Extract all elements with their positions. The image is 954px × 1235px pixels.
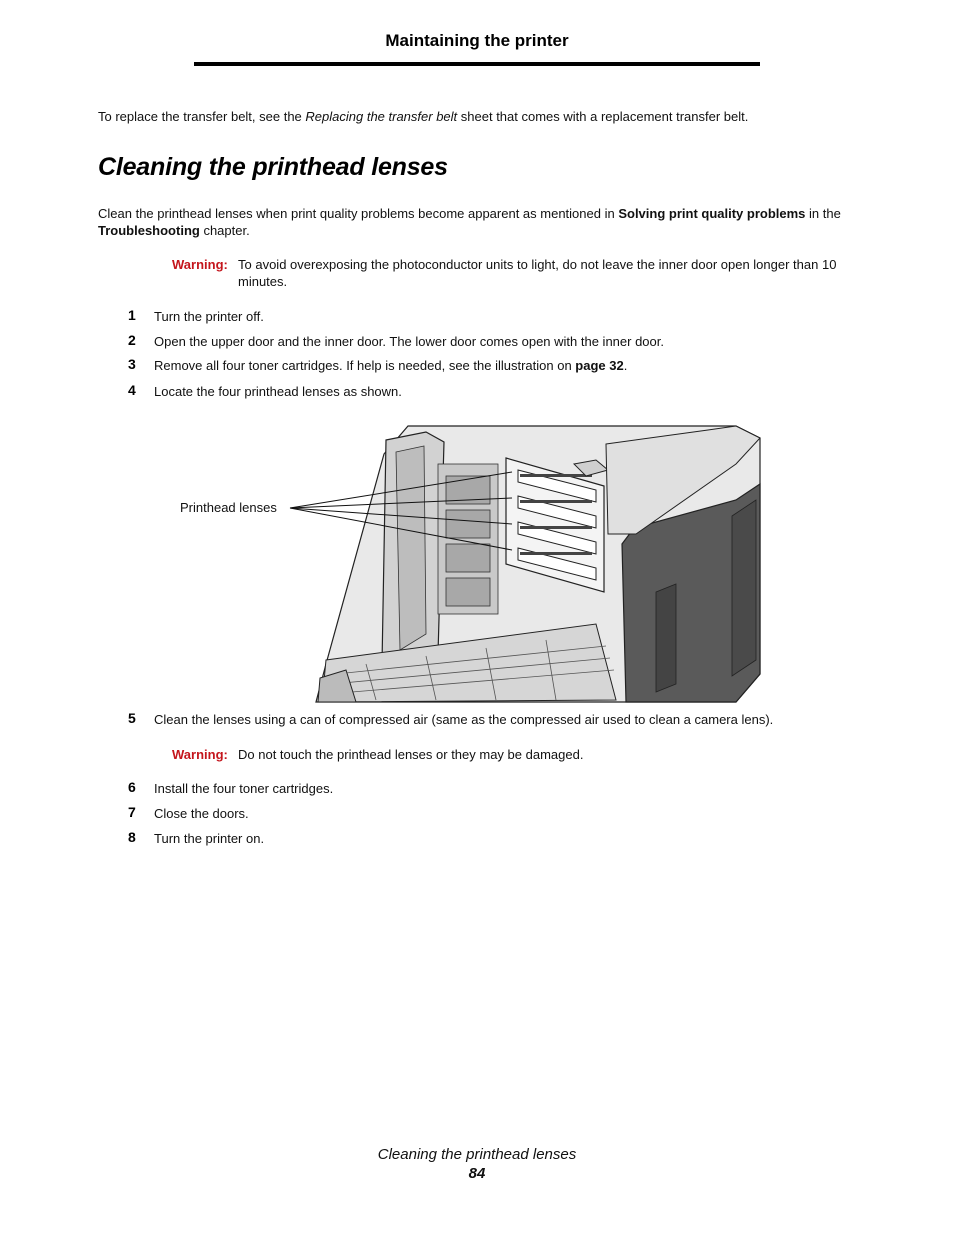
step-text: Turn the printer off. xyxy=(154,309,264,324)
step-text: Open the upper door and the inner door. The lower door comes open with the inner door. xyxy=(154,334,664,349)
step-text: Clean the lenses using a can of compressed air (same as the compressed air used to clean a camera lens). xyxy=(154,712,774,727)
warning-box-1 xyxy=(172,256,872,292)
warning-box-2 xyxy=(172,746,872,764)
step-number: 6 xyxy=(128,779,136,795)
header-rule xyxy=(194,62,760,66)
para-text-3: chapter. xyxy=(199,223,250,238)
section-paragraph xyxy=(98,205,868,239)
para-text-1: Clean the printhead lenses when print quality problems become apparent as mentioned in xyxy=(98,206,619,221)
step-text: Close the doors. xyxy=(154,806,249,821)
step-text: Install the four toner cartridges. xyxy=(154,781,334,796)
step-3-after: . xyxy=(623,358,628,373)
step-number: 4 xyxy=(128,382,136,398)
running-header: Maintaining the printer xyxy=(385,31,569,50)
step-number: 7 xyxy=(128,804,136,820)
step-number: 8 xyxy=(128,829,136,845)
step-number: 5 xyxy=(128,710,136,726)
step-number: 2 xyxy=(128,332,136,348)
page-number: 84 xyxy=(468,1165,486,1182)
step-number: 1 xyxy=(128,307,136,323)
para-text-2: in the xyxy=(805,206,841,221)
intro-text-after: sheet that comes with a replacement transfer belt. xyxy=(457,109,749,124)
warning-text: To avoid overexposing the photoconductor units to light, do not leave the inner door open longer than 10 minutes. xyxy=(238,257,837,289)
warning-text: Do not touch the printhead lenses or they may be damaged. xyxy=(238,747,584,762)
warning-label: Warning: xyxy=(172,257,228,272)
intro-paragraph xyxy=(98,108,878,125)
para-link-troubleshooting: Troubleshooting xyxy=(98,223,200,238)
warning-label: Warning: xyxy=(172,747,228,762)
intro-text-before: To replace the transfer belt, see the xyxy=(98,109,306,124)
step-text: Locate the four printhead lenses as shown. xyxy=(154,384,402,399)
running-footer: Cleaning the printhead lenses xyxy=(377,1146,577,1163)
step-text xyxy=(154,358,627,373)
para-link-solving: Solving print quality problems xyxy=(618,206,806,221)
step-number: 3 xyxy=(128,356,136,372)
step-text: Turn the printer on. xyxy=(154,831,265,846)
page-reference: page 32 xyxy=(575,358,624,373)
step-3-text: Remove all four toner cartridges. If help is needed, see the illustration on xyxy=(154,358,576,373)
printer-illustration xyxy=(176,424,776,704)
printer-drawing xyxy=(176,424,776,704)
figure-callout-label: Printhead lenses xyxy=(180,500,277,515)
intro-italic-title: Replacing the transfer belt xyxy=(305,109,458,124)
section-heading: Cleaning the printhead lenses xyxy=(98,153,448,181)
